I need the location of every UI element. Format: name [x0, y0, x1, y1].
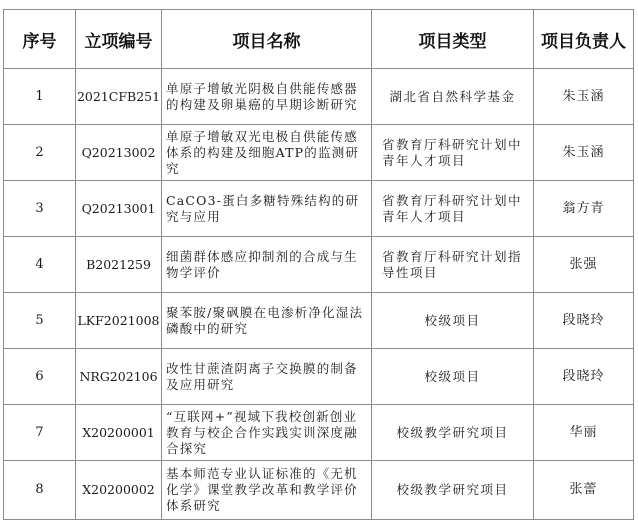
row-project-type: 校级教学研究项目	[372, 461, 534, 520]
row-project-type: 省教育厅科研究计划中青年人才项目	[372, 181, 534, 237]
row-code: LKF2021008	[76, 293, 162, 349]
header-code: 立项编号	[76, 10, 162, 69]
row-index: 5	[4, 293, 76, 349]
table-row	[4, 461, 634, 520]
row-code: X20200002	[76, 461, 162, 520]
header-type: 项目类型	[372, 10, 534, 69]
table-row	[4, 125, 634, 181]
table-row	[4, 181, 634, 237]
table-row	[4, 237, 634, 293]
row-project-name: 聚苯胺/聚砜膜在电渗析净化湿法磷酸中的研究	[162, 293, 372, 349]
row-project-type: 省教育厅科研究计划中青年人才项目	[372, 125, 534, 181]
row-code: X20200001	[76, 405, 162, 461]
row-project-type: 湖北省自然科学基金	[372, 69, 534, 125]
row-code: Q20213002	[76, 125, 162, 181]
row-project-name: 改性甘蔗渣阴离子交换膜的制备及应用研究	[162, 349, 372, 405]
row-index: 3	[4, 181, 76, 237]
row-index: 4	[4, 237, 76, 293]
row-leader: 张强	[534, 237, 634, 293]
row-leader: 华丽	[534, 405, 634, 461]
row-code: B2021259	[76, 237, 162, 293]
row-project-type: 校级教学研究项目	[372, 405, 534, 461]
row-index: 2	[4, 125, 76, 181]
row-leader: 朱玉涵	[534, 69, 634, 125]
table-row	[4, 405, 634, 461]
header-index: 序号	[4, 10, 76, 69]
row-leader: 段晓玲	[534, 349, 634, 405]
row-code: Q20213001	[76, 181, 162, 237]
row-leader: 翁方青	[534, 181, 634, 237]
project-table	[3, 9, 634, 520]
row-index: 6	[4, 349, 76, 405]
header-row	[4, 10, 634, 69]
row-project-name: CaCO3-蛋白多糖特殊结构的研究与应用	[162, 181, 372, 237]
row-project-type: 校级项目	[372, 349, 534, 405]
row-project-name: 细菌群体感应抑制剂的合成与生物学评价	[162, 237, 372, 293]
row-project-name: 基本师范专业认证标准的《无机化学》课堂教学改革和教学评价体系研究	[162, 461, 372, 520]
row-leader: 张蕾	[534, 461, 634, 520]
header-name: 项目名称	[162, 10, 372, 69]
row-project-name: 单原子增敏光阴极自供能传感器的构建及卵巢癌的早期诊断研究	[162, 69, 372, 125]
table-row	[4, 349, 634, 405]
row-index: 7	[4, 405, 76, 461]
row-project-name: 单原子增敏双光电极自供能传感体系的构建及细胞ATP的监测研究	[162, 125, 372, 181]
row-project-type: 省教育厅科研究计划指导性项目	[372, 237, 534, 293]
table-row	[4, 293, 634, 349]
table-row	[4, 69, 634, 125]
row-index: 8	[4, 461, 76, 520]
row-index: 1	[4, 69, 76, 125]
row-leader: 段晓玲	[534, 293, 634, 349]
header-leader: 项目负责人	[534, 10, 634, 69]
row-leader: 朱玉涵	[534, 125, 634, 181]
row-code: 2021CFB251	[76, 69, 162, 125]
row-code: NRG202106	[76, 349, 162, 405]
row-project-type: 校级项目	[372, 293, 534, 349]
row-project-name: “互联网+”视域下我校创新创业教育与校企合作实践实训深度融合探究	[162, 405, 372, 461]
